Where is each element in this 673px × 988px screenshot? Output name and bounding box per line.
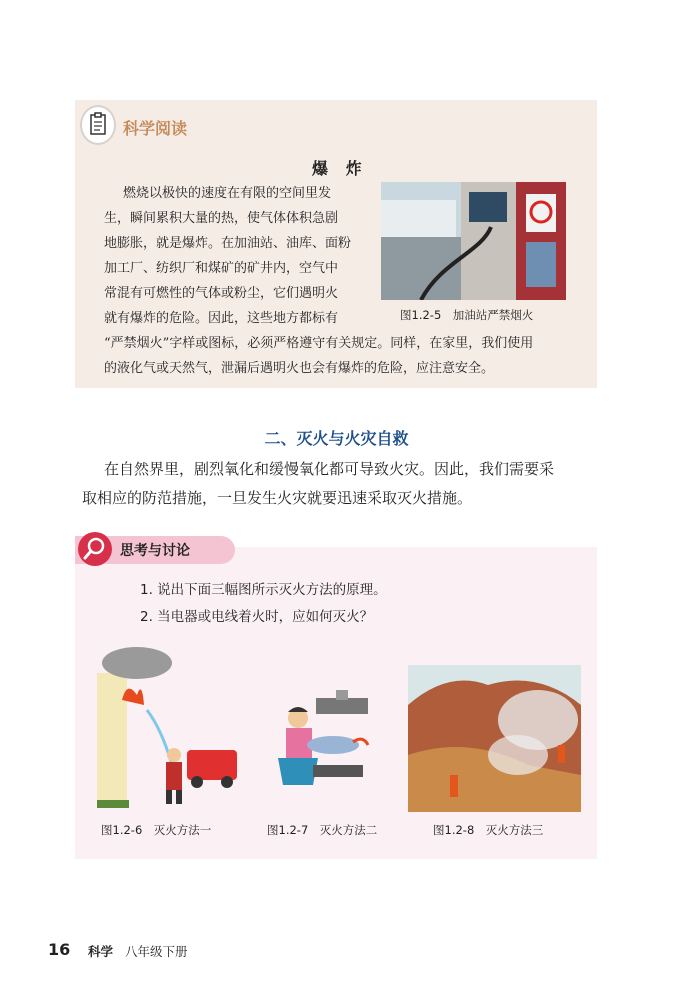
reading-line: 燃烧以极快的速度在有限的空间里发 bbox=[123, 186, 332, 201]
magnifier-icon bbox=[78, 532, 112, 566]
figure-caption: 图1.2-7 灭火方法二 bbox=[267, 823, 378, 837]
intro-line: 取相应的防范措施，一旦发生火灾就要迅速采取灭火措施。 bbox=[82, 489, 473, 507]
photo-caption: 图1.2-5 加油站严禁烟火 bbox=[400, 308, 534, 322]
reading-line: 的液化气或天然气，泄漏后遇明火也会有爆炸的危险，应注意安全。 bbox=[104, 361, 495, 376]
intro-line: 在自然界里，剧烈氧化和缓慢氧化都可导致火灾。因此，我们需要采 bbox=[104, 460, 555, 478]
reading-line: 常混有可燃性的气体或粉尘，它们遇明火 bbox=[104, 286, 339, 301]
discussion-title: 思考与讨论 bbox=[120, 543, 190, 559]
reading-line: 就有爆炸的危险。因此，这些地方都标有 bbox=[104, 311, 339, 326]
question-2: 2. 当电器或电线着火时，应如何灭火？ bbox=[140, 609, 374, 625]
question-1: 1. 说出下面三幅图所示灭火方法的原理。 bbox=[140, 582, 387, 598]
figure-caption: 图1.2-8 灭火方法三 bbox=[433, 823, 544, 837]
hillside-firebreak-photo bbox=[408, 665, 581, 812]
firefighter-hose-illustration bbox=[92, 645, 242, 810]
section-intro bbox=[82, 455, 604, 513]
reading-header: 科学阅读 bbox=[123, 119, 188, 138]
section-title: 二、灭火与火灾自救 bbox=[264, 429, 409, 448]
footer-grade: 八年级下册 bbox=[125, 944, 188, 959]
clipboard-icon bbox=[80, 105, 116, 145]
footer-subject: 科学 bbox=[88, 944, 114, 959]
gas-station-photo bbox=[381, 182, 566, 300]
reading-line: 生，瞬间累积大量的热，使气体体积急剧 bbox=[104, 211, 339, 226]
reading-line: “严禁烟火”字样或图标，必须严格遵守有关规定。同样，在家里，我们使用 bbox=[104, 336, 534, 351]
article-title: 爆 炸 bbox=[312, 159, 368, 178]
page-number: 16 bbox=[48, 940, 71, 959]
reading-line: 加工厂、纺织厂和煤矿的矿井内，空气中 bbox=[104, 261, 339, 276]
reading-line: 地膨胀，就是爆炸。在加油站、油库、面粉 bbox=[104, 236, 352, 251]
cooking-fire-lid-illustration bbox=[258, 690, 383, 795]
figure-caption: 图1.2-6 灭火方法一 bbox=[101, 823, 212, 837]
